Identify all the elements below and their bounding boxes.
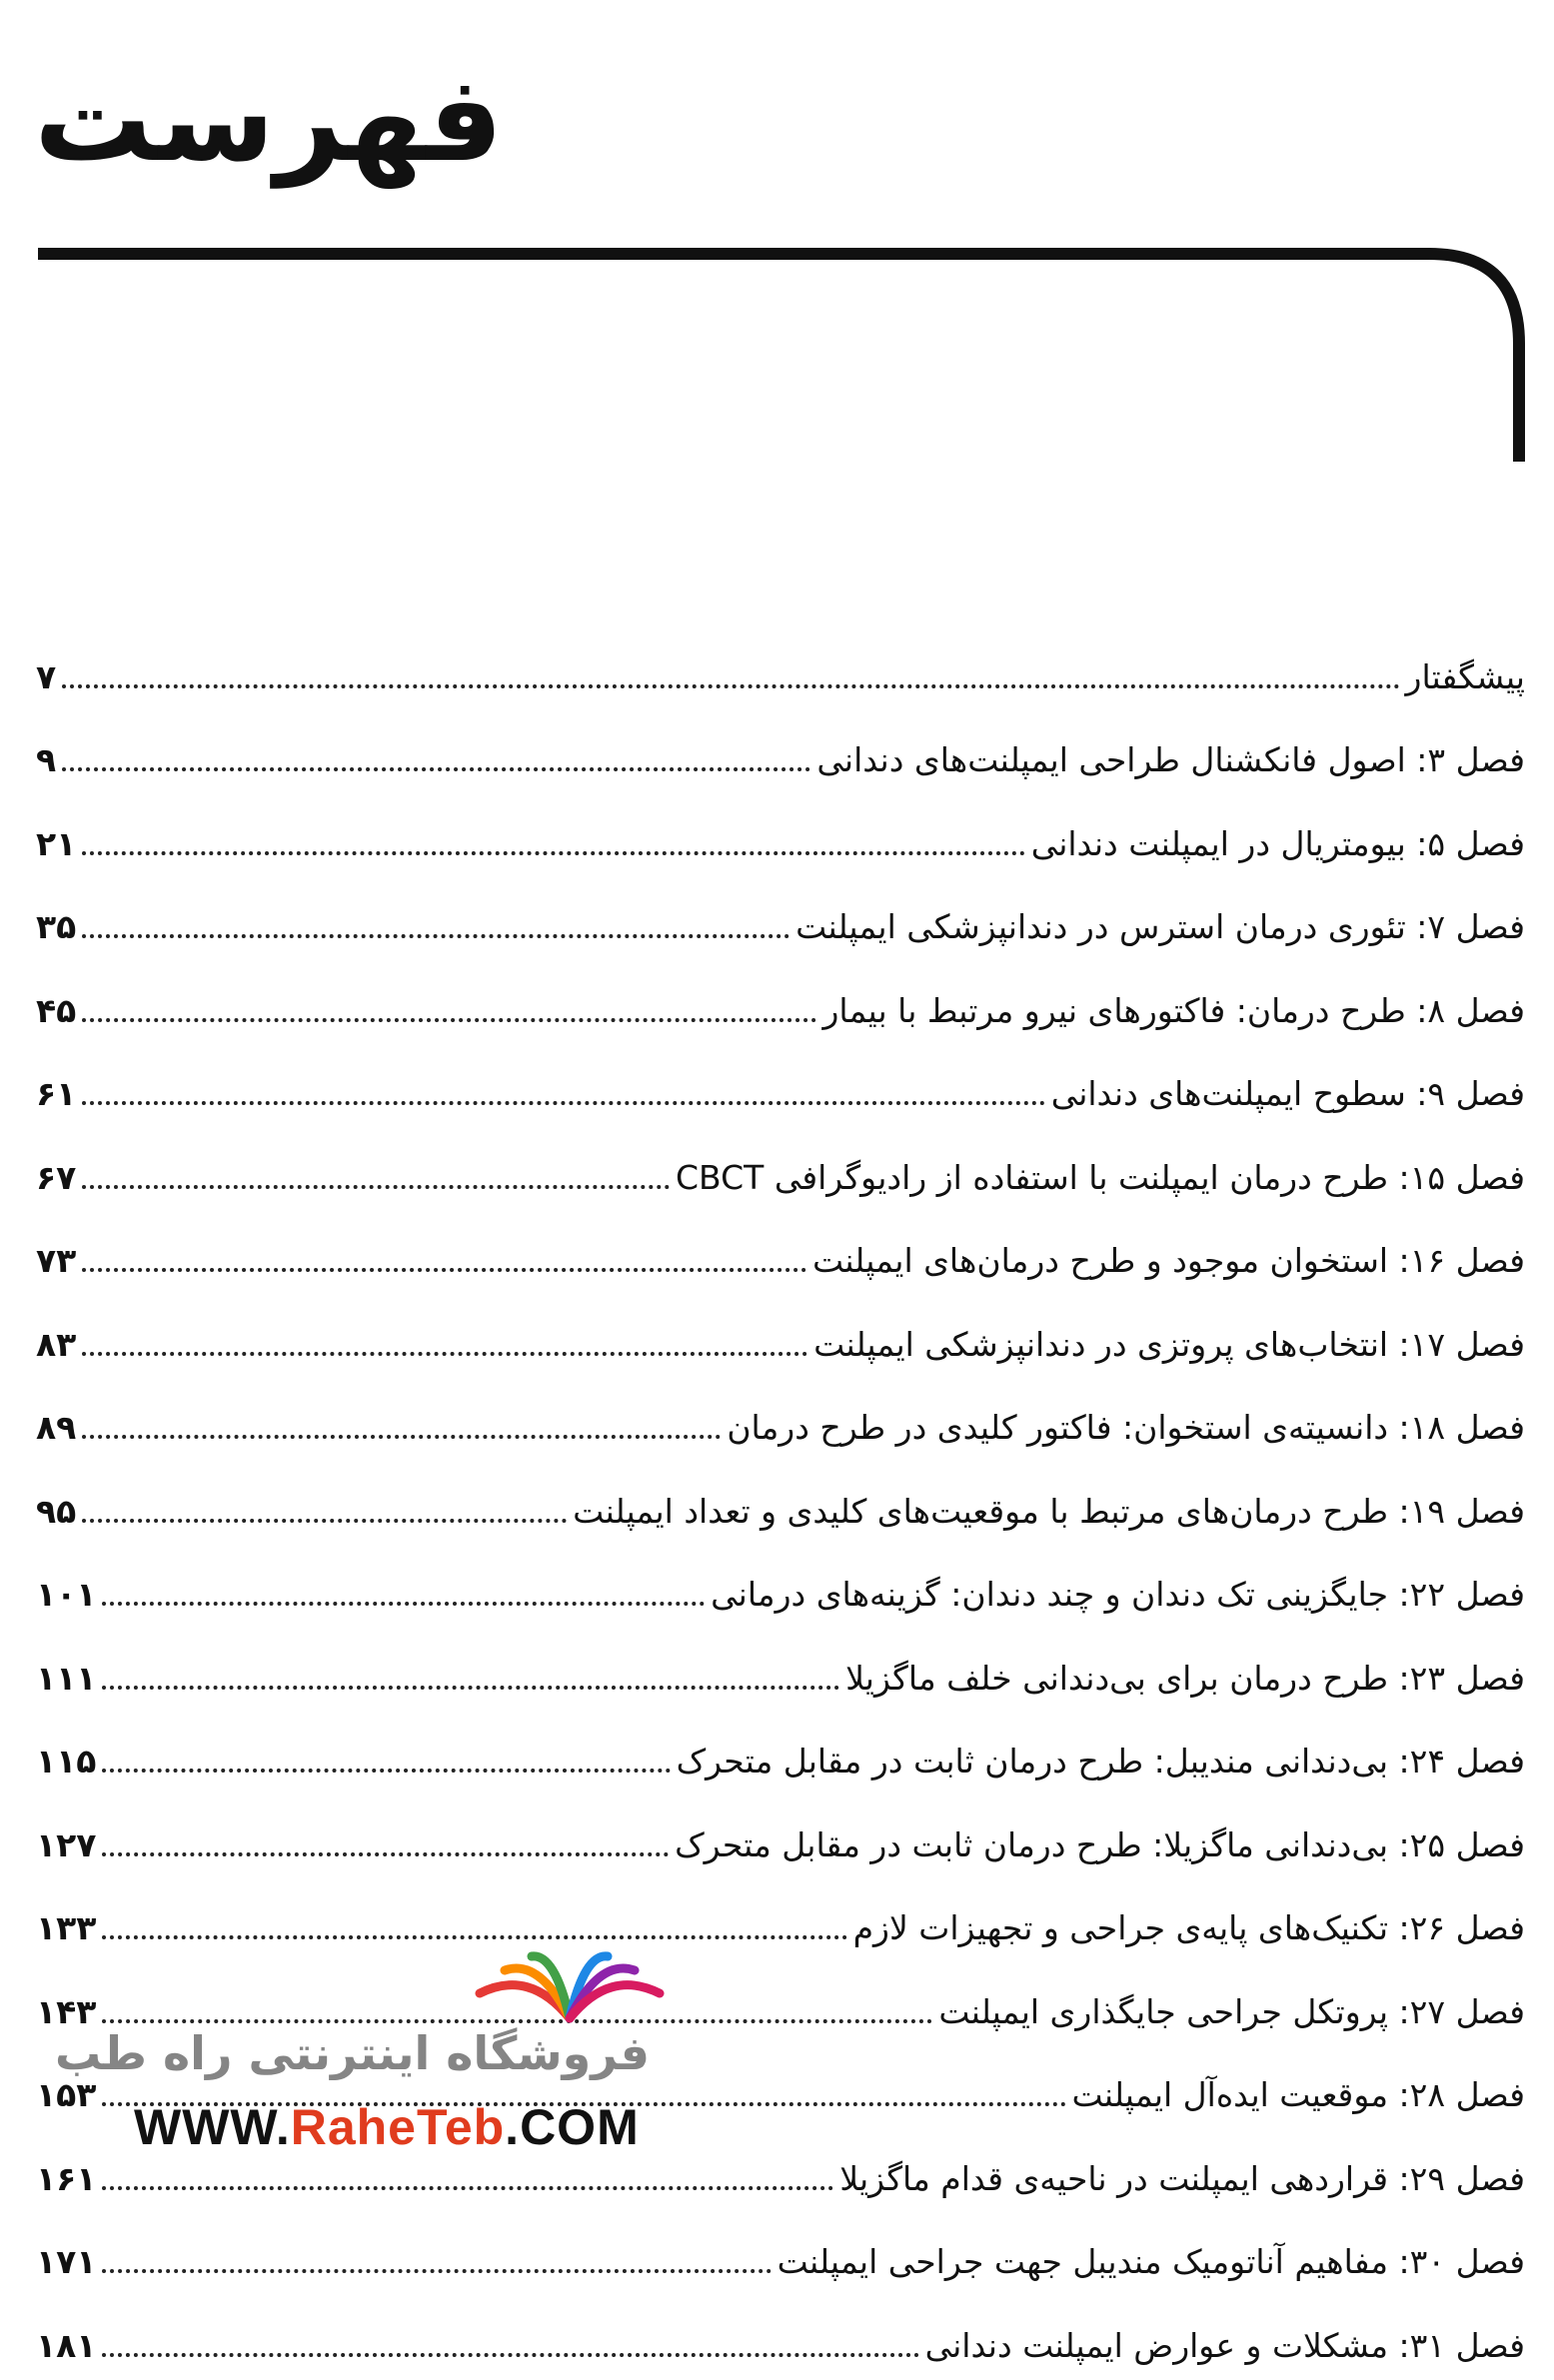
open-book-rainbow-icon (470, 1948, 670, 2028)
toc-entry[interactable] (36, 2213, 1525, 2297)
toc-page-number: ۱۱۵ (36, 1742, 97, 1782)
toc-entry[interactable] (36, 2296, 1525, 2380)
toc-entry-title: فصل ۲۲: جایگزینی تک دندان و چند دندان: گزینه‌های درمانی (711, 1575, 1525, 1615)
toc-page-number: ۱۱۱ (36, 1658, 97, 1698)
toc-entry[interactable] (36, 1128, 1525, 1212)
toc-page-number: ۱۴۳ (36, 1991, 97, 2031)
toc-entry-title: فصل ۲۹: قراردهی ایمپلنت در ناحیه‌ی قدام ماگزیلا (839, 2158, 1525, 2198)
dot-leader (102, 2186, 833, 2190)
dot-leader (82, 1018, 816, 1022)
toc-entry-title: فصل ۲۸: موقعیت ایده‌آل ایمپلنت (1071, 2075, 1525, 2115)
toc-entry-title: فصل ۷: تئوری درمان استرس در دندانپزشکی ایمپلنت (795, 907, 1525, 947)
dot-leader (82, 1435, 721, 1439)
dot-leader (102, 1852, 669, 1856)
dot-leader (82, 851, 1024, 855)
toc-page-number: ۶۷ (36, 1157, 77, 1197)
toc-entry[interactable] (36, 1212, 1525, 1296)
toc-entry-title: فصل ۱۷: انتخاب‌های پروتزی در دندانپزشکی ایمپلنت (813, 1324, 1525, 1364)
toc-page-number: ۸۳ (36, 1324, 77, 1364)
dot-leader (82, 1185, 670, 1189)
dot-leader (82, 1101, 1044, 1105)
toc-page-number: ۷۳ (36, 1241, 77, 1281)
url-brand: RaheTeb (290, 2099, 506, 2155)
toc-entry[interactable] (36, 878, 1525, 962)
dot-leader (102, 1602, 705, 1606)
toc-entry[interactable] (36, 627, 1525, 711)
toc-entry[interactable] (36, 711, 1525, 795)
toc-entry-title: فصل ۲۳: طرح درمان برای بی‌دندانی خلف ماگزیلا (845, 1658, 1525, 1698)
dot-leader (102, 1769, 670, 1773)
toc-entry[interactable] (36, 1795, 1525, 1879)
store-name: فروشگاه اینترنتی راه طب (54, 2026, 650, 2080)
toc-entry[interactable] (36, 961, 1525, 1045)
toc-entry[interactable] (36, 1546, 1525, 1630)
toc-page-number: ۱۳۳ (36, 1908, 97, 1948)
dot-leader (82, 934, 789, 938)
dot-leader (82, 1268, 806, 1272)
toc-page-number: ۹ (36, 740, 57, 780)
toc-entry-title: فصل ۳۰: مفاهیم آناتومیک مندیبل جهت جراحی ایمپلنت (777, 2242, 1525, 2282)
toc-page-number: ۱۵۳ (36, 2075, 97, 2115)
toc-entry-title: فصل ۵: بیومتریال در ایمپلنت دندانی (1030, 823, 1525, 863)
url-prefix: WWW. (134, 2099, 291, 2155)
toc-entry-title: فصل ۲۵: بی‌دندانی ماگزیلا: طرح درمان ثابت در مقابل متحرک (675, 1824, 1525, 1864)
dot-leader (62, 684, 1399, 688)
toc-entry-title: فصل ۱۹: طرح درمان‌های مرتبط با موقعیت‌های کلیدی و تعداد ایمپلنت (573, 1491, 1525, 1531)
toc-entry[interactable] (36, 1045, 1525, 1129)
dot-leader (102, 1686, 839, 1690)
toc-page-number: ۱۶۱ (36, 2158, 97, 2198)
toc-entry[interactable] (36, 1629, 1525, 1713)
toc-page-number: ۱۲۷ (36, 1824, 97, 1864)
dot-leader (102, 2269, 771, 2273)
toc-page-number: ۹۵ (36, 1491, 77, 1531)
toc-entry-title: فصل ۱۸: دانسیته‌ی استخوان: فاکتور کلیدی در طرح درمان (727, 1408, 1525, 1448)
dot-leader (82, 1519, 567, 1523)
store-url[interactable] (134, 2098, 640, 2156)
toc-entry-title: فصل ۲۶: تکنیک‌های پایه‌ی جراحی و تجهیزات لازم (852, 1908, 1525, 1948)
toc-entry-title: فصل ۱۵: طرح درمان ایمپلنت با استفاده از رادیوگرافی CBCT (676, 1157, 1525, 1197)
toc-entry-title: فصل ۳: اصول فانکشنال طراحی ایمپلنت‌های دندانی (816, 740, 1525, 780)
toc-entry[interactable] (36, 1462, 1525, 1546)
toc-entry-title: فصل ۳۱: مشکلات و عوارض ایمپلنت دندانی (924, 2325, 1525, 2365)
toc-entry[interactable] (36, 794, 1525, 878)
toc-entry-title: فصل ۲۴: بی‌دندانی مندیبل: طرح درمان ثابت در مقابل متحرک (676, 1742, 1525, 1782)
toc-entry-title: فصل ۸: طرح درمان: فاکتورهای نیرو مرتبط با بیمار (822, 990, 1525, 1030)
toc-page-number: ۶۱ (36, 1074, 77, 1114)
toc-page-number: ۴۵ (36, 990, 77, 1030)
dot-leader (102, 1935, 846, 1939)
toc-entry[interactable] (36, 1713, 1525, 1796)
toc-entry-title: فصل ۹: سطوح ایمپلنت‌های دندانی (1050, 1074, 1525, 1114)
toc-page-number: ۱۰۱ (36, 1575, 97, 1615)
toc-entry-title: فصل ۱۶: استخوان موجود و طرح درمان‌های ایمپلنت (811, 1241, 1525, 1281)
dot-leader (102, 2353, 918, 2357)
dot-leader (82, 1352, 807, 1356)
toc-page-number: ۸۹ (36, 1408, 77, 1448)
toc-entry[interactable] (36, 1379, 1525, 1463)
toc-entry-title: پیشگفتار (1405, 656, 1525, 696)
toc-entry-title: فصل ۲۷: پروتکل جراحی جایگذاری ایمپلنت (938, 1991, 1525, 2031)
toc-page-number: ۱۸۱ (36, 2325, 97, 2365)
toc-entry[interactable] (36, 1295, 1525, 1379)
toc-page-number: ۱۷۱ (36, 2242, 97, 2282)
url-suffix: .COM (505, 2099, 640, 2155)
toc-page-number: ۳۵ (36, 907, 77, 947)
dot-leader (62, 767, 810, 771)
toc-page-number: ۲۱ (36, 823, 77, 863)
toc-page-number: ۷ (36, 656, 57, 696)
page-title: فهرست (34, 50, 504, 188)
